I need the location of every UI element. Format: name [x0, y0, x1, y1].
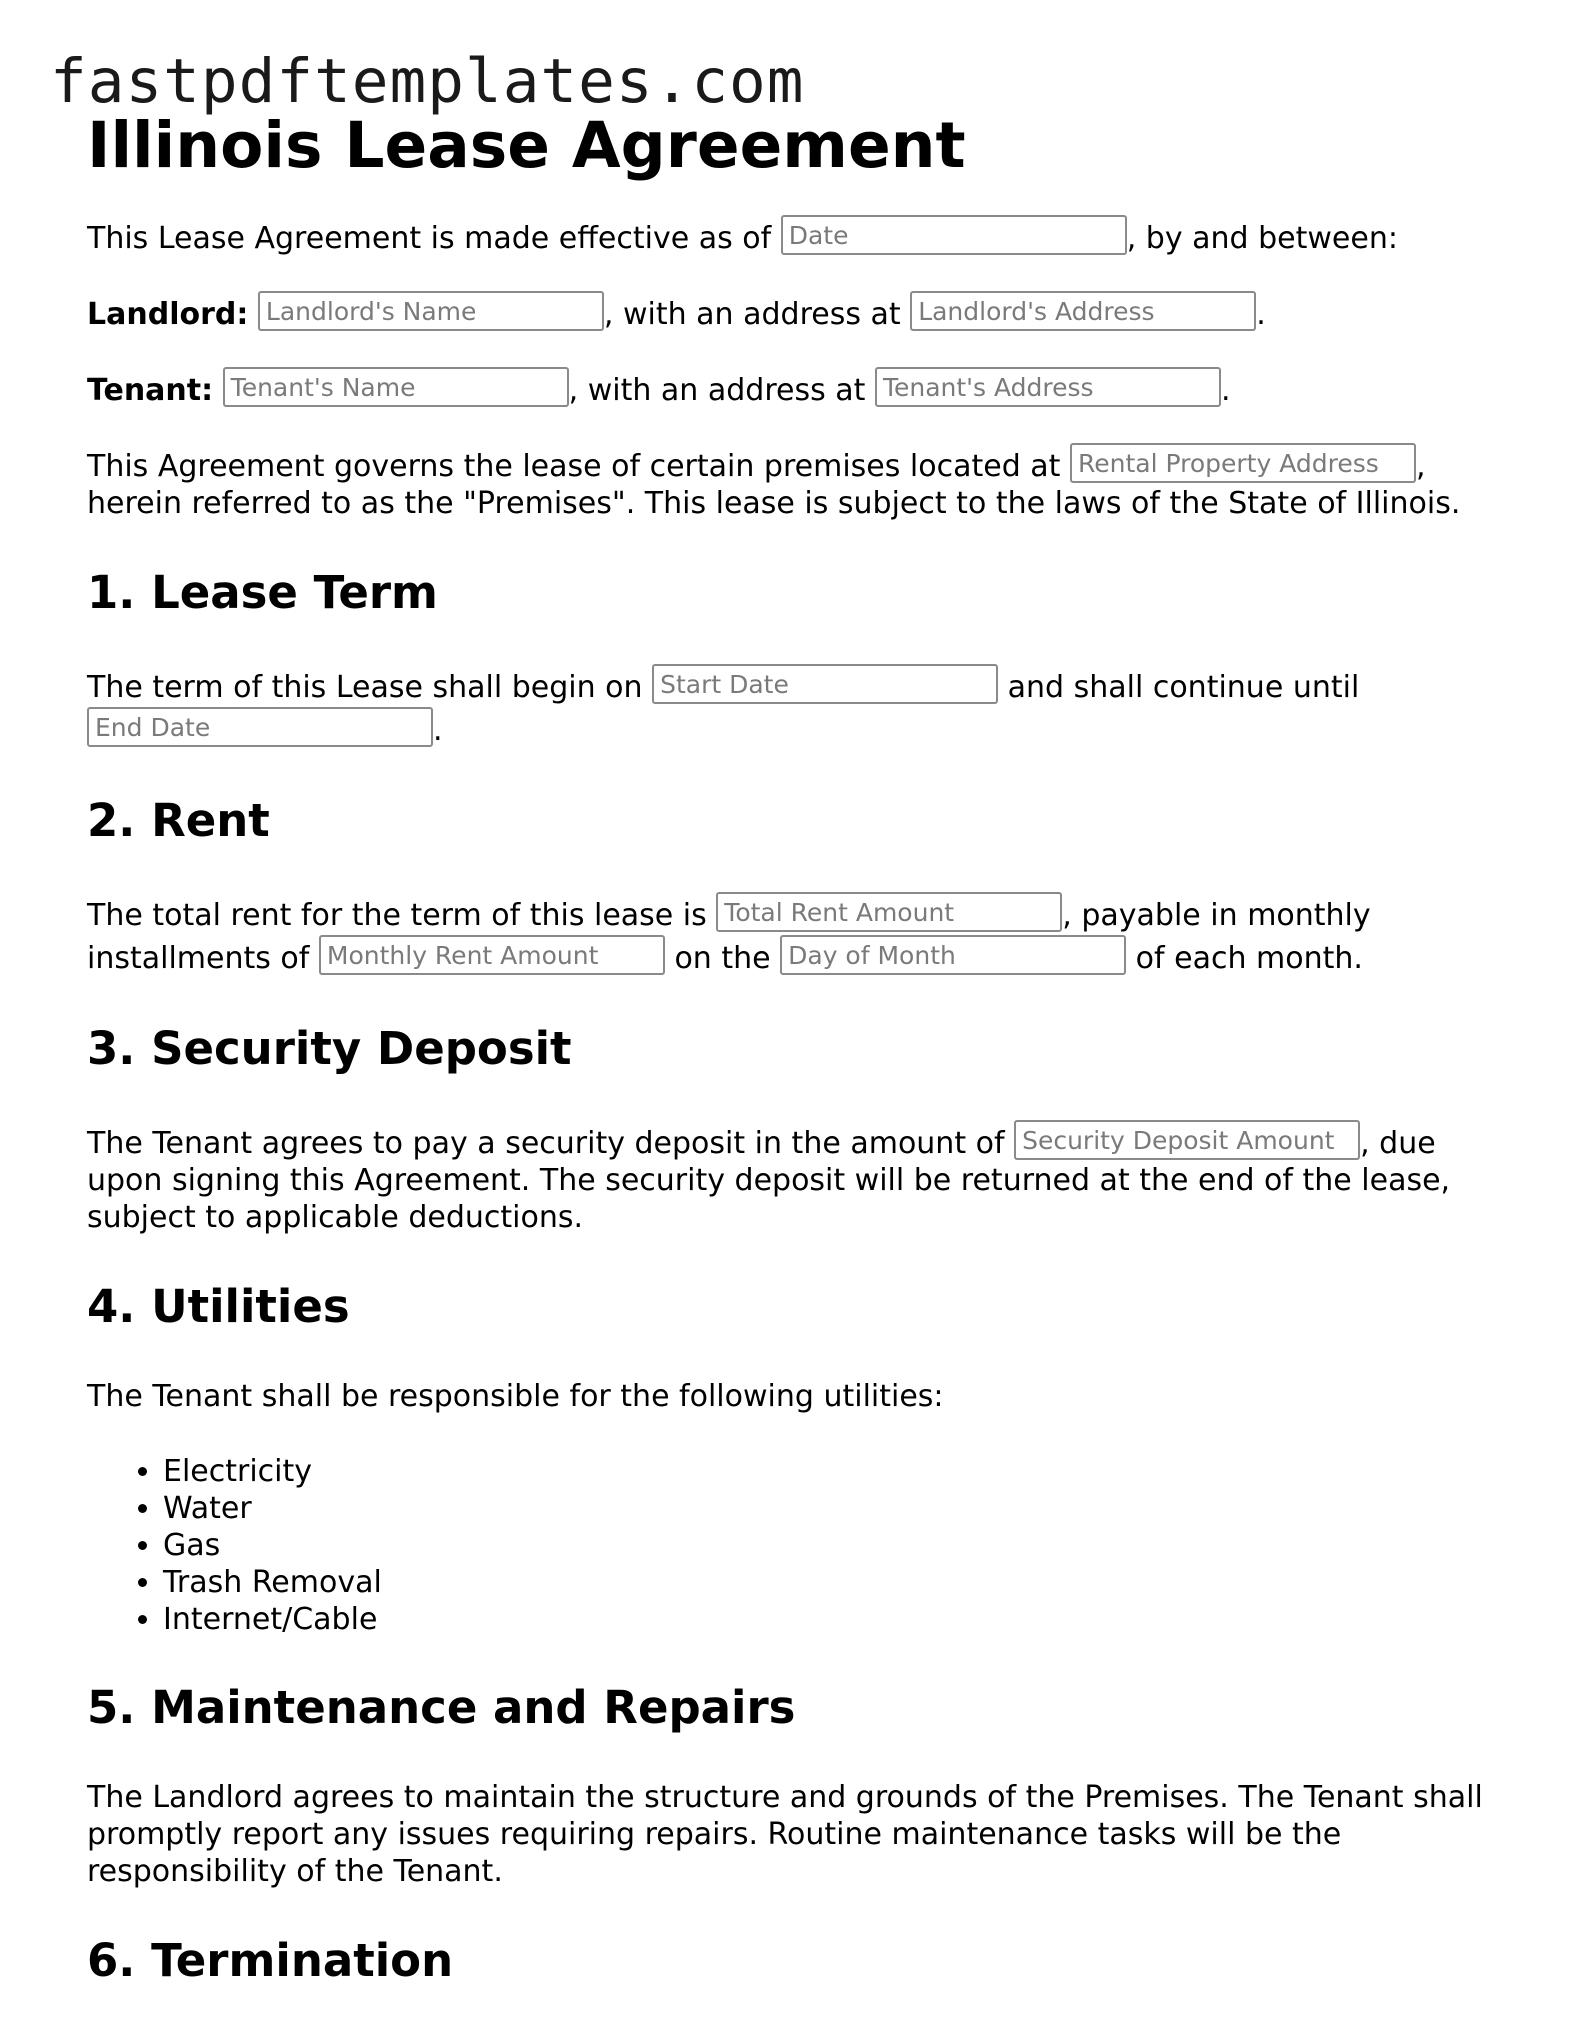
- landlord-period: .: [1256, 297, 1266, 332]
- lease-term-paragraph: [87, 664, 1487, 750]
- lease-term-text-1: The term of this Lease shall begin on: [87, 670, 643, 705]
- tenant-address-field[interactable]: Tenant's Address: [875, 367, 1221, 407]
- security-deposit-amount-field[interactable]: Security Deposit Amount: [1014, 1120, 1360, 1160]
- end-date-field[interactable]: End Date: [87, 707, 433, 747]
- tenant-address-text: , with an address at: [568, 373, 866, 408]
- lease-document: [87, 108, 1487, 1988]
- rent-text-3: on the: [674, 941, 771, 976]
- total-rent-amount-field[interactable]: Total Rent Amount: [716, 892, 1062, 932]
- effective-suffix-text: , by and between:: [1126, 221, 1398, 256]
- rent-text-2: , payable in monthly installments of: [87, 898, 1371, 976]
- effective-date-paragraph: [87, 215, 1487, 258]
- security-deposit-paragraph: [87, 1120, 1487, 1236]
- list-item: • Water: [163, 1490, 1487, 1527]
- section-heading-security-deposit: 3. Security Deposit: [87, 1022, 572, 1075]
- start-date-field[interactable]: Start Date: [652, 664, 998, 704]
- landlord-address-field[interactable]: Landlord's Address: [910, 291, 1256, 331]
- tenant-paragraph: [87, 367, 1487, 410]
- premises-suffix-text: , herein referred to as the "Premises". This lease is subject to the laws of the State of Illinois.: [87, 449, 1461, 521]
- lease-term-text-2: and shall continue until: [1007, 670, 1360, 705]
- landlord-label: Landlord:: [87, 297, 249, 332]
- landlord-name-field[interactable]: Landlord's Name: [258, 291, 604, 331]
- section-heading-rent: 2. Rent: [87, 794, 270, 847]
- list-item: • Internet/Cable: [163, 1601, 1487, 1638]
- list-item: • Gas: [163, 1527, 1487, 1564]
- utilities-paragraph: The Tenant shall be responsible for the following utilities:: [87, 1379, 944, 1414]
- date-field[interactable]: Date: [781, 215, 1127, 255]
- day-of-month-field[interactable]: Day of Month: [780, 935, 1126, 975]
- maintenance-paragraph: The Landlord agrees to maintain the structure and grounds of the Premises. The Tenant shall promptly report any issues requiring repairs. Routine maintenance tasks will be the responsibility of the Tenant.: [87, 1780, 1483, 1889]
- section-heading-lease-term: 1. Lease Term: [87, 566, 438, 619]
- rent-text-4: of each month.: [1135, 941, 1363, 976]
- monthly-rent-amount-field[interactable]: Monthly Rent Amount: [319, 935, 665, 975]
- security-deposit-text-1: The Tenant agrees to pay a security deposit in the amount of: [87, 1126, 1005, 1161]
- tenant-name-field[interactable]: Tenant's Name: [223, 367, 569, 407]
- lease-term-text-3: .: [433, 713, 443, 748]
- premises-prefix-text: This Agreement governs the lease of certain premises located at: [87, 449, 1061, 484]
- document-title: Illinois Lease Agreement: [87, 109, 966, 182]
- rent-text-1: The total rent for the term of this lease is: [87, 898, 707, 933]
- utilities-list: [87, 1453, 1487, 1638]
- security-deposit-text-2: , due upon signing this Agreement. The security deposit will be returned at the end of the lease, subject to applicable deductions.: [87, 1126, 1451, 1235]
- watermark: fastpdftemplates.com: [50, 46, 805, 117]
- effective-prefix-text: This Lease Agreement is made effective as of: [87, 221, 772, 256]
- landlord-paragraph: [87, 291, 1487, 334]
- rental-property-address-field[interactable]: Rental Property Address: [1070, 443, 1416, 483]
- tenant-period: .: [1220, 373, 1231, 408]
- section-heading-utilities: 4. Utilities: [87, 1280, 350, 1333]
- section-heading-maintenance: 5. Maintenance and Repairs: [87, 1681, 796, 1734]
- tenant-label: Tenant:: [87, 373, 214, 408]
- list-item: • Electricity: [163, 1453, 1487, 1490]
- rent-paragraph: [87, 892, 1487, 978]
- section-heading-termination: 6. Termination: [87, 1934, 454, 1987]
- landlord-address-text: , with an address at: [603, 297, 901, 332]
- premises-paragraph: [87, 443, 1487, 522]
- list-item: • Trash Removal: [163, 1564, 1487, 1601]
